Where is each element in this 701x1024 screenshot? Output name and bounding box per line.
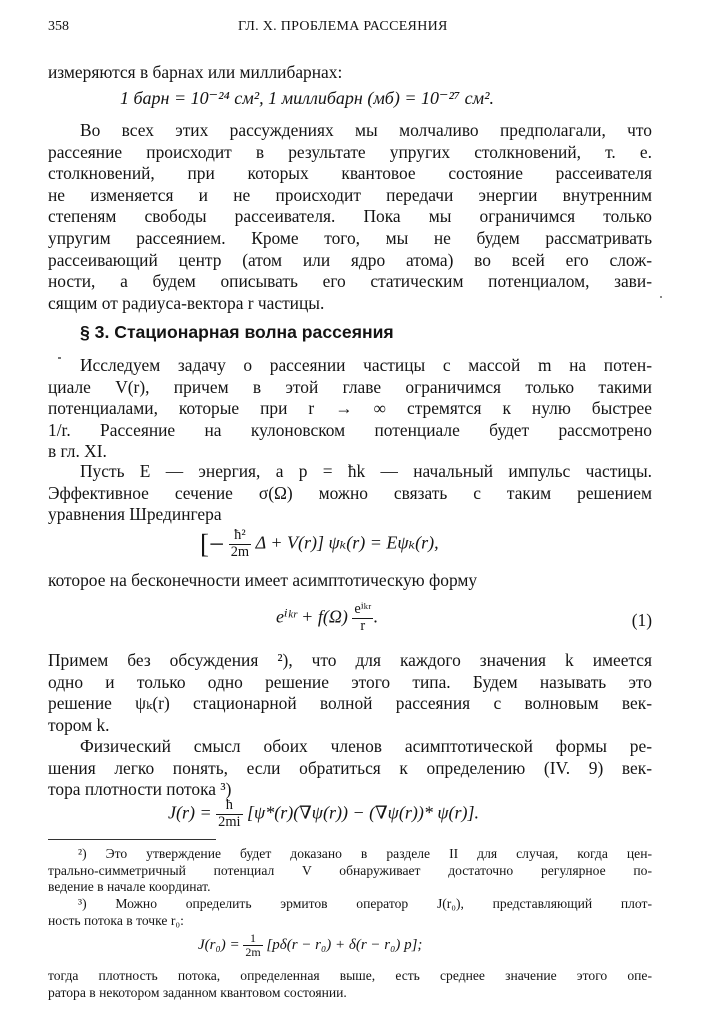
text-line: упругим рассеянием. Кроме того, мы не будем рассматривать [48,227,652,248]
text-line: в гл. XI. [48,441,107,462]
footnote-3 [48,896,652,929]
text-line: ности, а будем описывать его статическим потенциалом, зави- [48,271,652,292]
footnote-rule [48,839,216,840]
units-equation: 1 барн = 10⁻²⁴ см², 1 миллибарн (мб) = 10⁻²⁷ см². [120,88,495,108]
text-line: Эффективное сечение σ(Ω) можно связать с таким решением [48,482,652,503]
hbar-over-2m-fraction: $\frac{\text{ħ²}}{2m}$ [230,527,250,560]
equation-number: (1) [631,610,652,630]
text-line: тора плотности потока ³) [48,779,232,800]
paragraph-problem [48,355,652,463]
text-line: Физический смысл обоих членов асимптотической формы ре- [80,736,652,756]
text-line: Исследуем задачу о рассеянии частицы с массой m на потен- [80,355,652,375]
footnote-line: ведение в начале координат. [48,879,211,895]
running-header: ГЛ. X. ПРОБЛЕМА РАССЕЯНИЯ [238,19,448,34]
scan-speck [660,296,662,298]
text-line: циале V(r), причем в этой главе ограничимся только такими [48,376,652,397]
asymptotic-intro: которое на бесконечности имеет асимптотическую форму [48,570,478,590]
footnote-line: ратора в некотором заданном квантовом состоянии. [48,984,347,1000]
footnote-line: ²) Это утверждение будет доказано в разделе II для случая, когда цен- [78,846,652,861]
page-number: 358 [48,19,69,34]
flux-equation: J(r) = $\frac{ħ}{2mi}$ [ψ*(r)(∇ψ(r)) − (∇ψ(r))* ψ(r)]. [168,797,479,830]
text-line: уравнения Шредингера [48,504,222,525]
text-line: рассеивающий центр (атом или ядро атома) во всей его слож- [48,249,652,270]
paragraph-assumptions [48,120,652,314]
exp-over-r-fraction: $\frac{\text{eⁱᵏʳ}}{r}$ [354,601,372,634]
text-line: рассеяние происходит в результате упругих столкновений, т. е. [48,141,652,162]
text-line: потенциалами, которые при r → ∞ стремятся к нулю быстрее [48,398,652,419]
text-line: тором k. [48,714,110,735]
footnote-3-continuation [48,968,652,1001]
asymptotic-equation: eⁱᵏʳ + f(Ω) $\frac{\text{eⁱᵏʳ}}{r}$ . [276,601,378,634]
hbar-over-2mi-fraction: $\frac{ħ}{2mi}$ [218,797,241,830]
footnote-2 [48,846,652,896]
text-line: 1/r. Рассеяние на кулоновском потенциале будет рассмотрено [48,419,652,440]
text-line: шения легко понять, если обратиться к определению (IV. 9) век- [48,757,652,778]
footnote-line: ³) Можно определить эрмитов оператор J(r₀), представляющий плот- [78,896,652,911]
paragraph-assume [48,650,652,736]
text-line: сящим от радиуса-вектора r частицы. [48,292,325,313]
text-line: Примем без обсуждения ²), что для каждого значения k имеется [48,650,652,670]
text-line: Пусть E — энергия, а p = ħk — начальный импульс частицы. [80,461,652,481]
footnote-line: тогда плотность потока, определенная выше, есть среднее значение этого опе- [48,968,652,983]
text-line: столкновений, при которых квантовое состояние рассеивателя [48,163,652,184]
text-line: не изменяется и не происходит передачи энергии внутренним [48,184,652,205]
text-line: Во всех этих рассуждениях мы молчаливо предполагали, что [80,120,652,140]
schrodinger-equation: [− $\frac{\text{ħ²}}{2m}$ Δ + V(r)] ψₖ(r) = Eψₖ(r), [200,527,439,560]
intro-line: измеряются в барнах или миллибарнах: [48,62,343,82]
footnote-line: ность потока в точке r₀: [48,912,184,928]
text-line: решение ψₖ(r) стационарной волной рассеяния с волновым век- [48,693,652,714]
one-over-2m-fraction: $\frac{1}{2m}$ [245,931,261,960]
text-line: степеням свободы рассеивателя. Пока мы ограничимся только [48,206,652,227]
footnote-flux-operator-equation: J(r₀) = $\frac{1}{2m}$ [pδ(r − r₀) + δ(r − r₀) p]; [198,931,423,960]
paragraph-physical [48,736,652,801]
text-line: одно и только одно решение этого типа. Будем называть это [48,671,652,692]
footnote-line: трально-симметричный потенциал V обнаруживает достаточно регулярное по- [48,862,652,878]
paragraph-energy [48,461,652,526]
section-heading: § 3. Стационарная волна рассеяния [80,322,394,342]
